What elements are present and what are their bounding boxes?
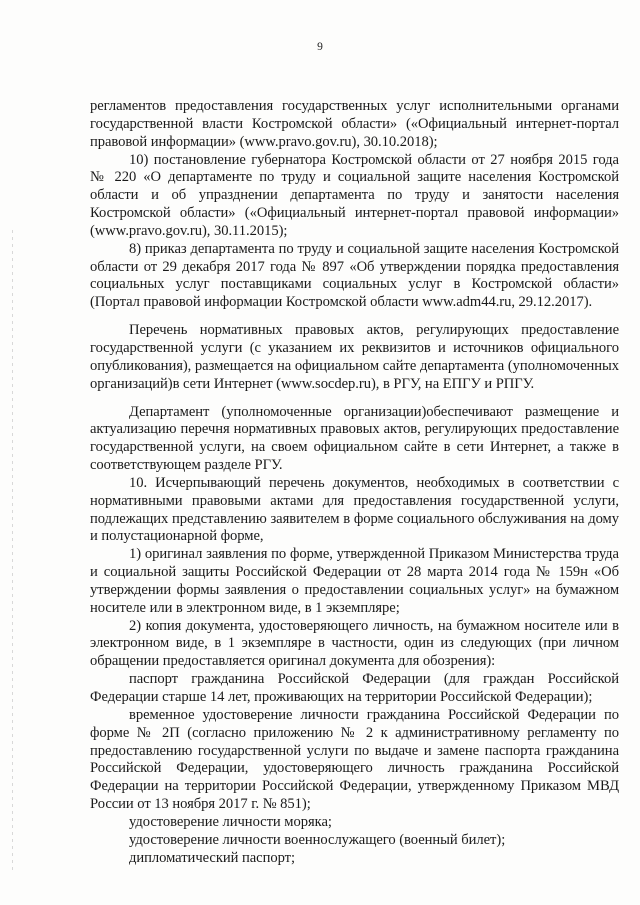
paragraph-section-10-heading: 10. Исчерпывающий перечень документов, необходимых в соответствии с нормативными правовыми актами для предоставления государственной услуги, подлежащих представлению заявителем в форме социального обслуживания на дому и полустационарной форме, (90, 474, 619, 545)
paragraph-item-8-order: 8) приказ департамента по труду и социальной защите населения Костромской области от 29 декабря 2017 года № 897 «Об утверждении порядка предоставления социальных услуг поставщиками социальных услуг в Костромской области» (Портал правовой информации Костромской области www.adm44.ru, 29.12.2017). (90, 240, 619, 311)
list-item-temporary-id: временное удостоверение личности гражданина Российской Федерации по форме № 2П (согласно приложению № 2 к административному регламенту по предоставлению государственной услуги по выдаче и замене паспорта гражданина Российской Федерации, удостоверяющего личность гражданина Российской Федерации на территории Российской Федерации, утвержденному Приказом МВД России от 13 ноября 2017 г. № 851); (90, 706, 619, 813)
document-body (90, 98, 619, 867)
list-item-military-id: удостоверение личности военнослужащего (военный билет); (129, 831, 506, 848)
list-item-passport: паспорт гражданина Российской Федерации (для граждан Российской Федерации старше 14 лет, проживающих на территории Российской Федерации); (90, 671, 619, 705)
paragraph-continuation: регламентов предоставления государственных услуг исполнительными органами государственной власти Костромской области» («Официальный интернет-портал правовой информации» (www.pravo.gov.ru), 30.10.2018); (90, 98, 619, 150)
paragraph-department-obligations: Департамент (уполномоченные организации)обеспечивают размещение и актуализацию перечня нормативных правовых актов, регулирующих предоставление государственной услуги, на своем официальном сайте в сети Интернет, а также в соответствующем разделе РГУ. (90, 403, 619, 474)
paragraph-item-10-decree: 10) постановление губернатора Костромской области от 27 ноября 2015 года № 220 «О департаменте по труду и социальной защите населения Костромской области и об упразднении департамента по труду и занятости населения Костромской области» («Официальный интернет-портал правовой информации» (www.pravo.gov.ru), 30.11.2015); (90, 151, 619, 239)
paragraph-item-2-identity-document: 2) копия документа, удостоверяющего личность, на бумажном носителе или в электронном виде, в 1 экземпляре в частности, один из следующих (при личном обращении предоставляется оригинал документа для обозрения): (90, 617, 619, 670)
list-item-seaman-id: удостоверение личности моряка; (129, 813, 332, 830)
scan-binding-edge (12, 230, 13, 870)
paragraph-item-1-application: 1) оригинал заявления по форме, утвержденной Приказом Министерства труда и социальной защиты Российской Федерации от 28 марта 2014 года № 159н «Об утверждении формы заявления о предоставлении социальных услуг» на бумажном носителе или в электронном виде, в 1 экземпляре; (90, 546, 619, 616)
page-number: 9 (317, 41, 323, 53)
list-item-diplomatic-passport: дипломатический паспорт; (129, 849, 295, 866)
paragraph-acts-list-placement: Перечень нормативных правовых актов, регулирующих предоставление государственной услуги (с указанием их реквизитов и источников официального опубликования), размещается на официальном сайте департамента (уполномоченных организаций)в сети Интернет (www.socdep.ru), в РГУ, на ЕПГУ и РПГУ. (90, 322, 619, 392)
